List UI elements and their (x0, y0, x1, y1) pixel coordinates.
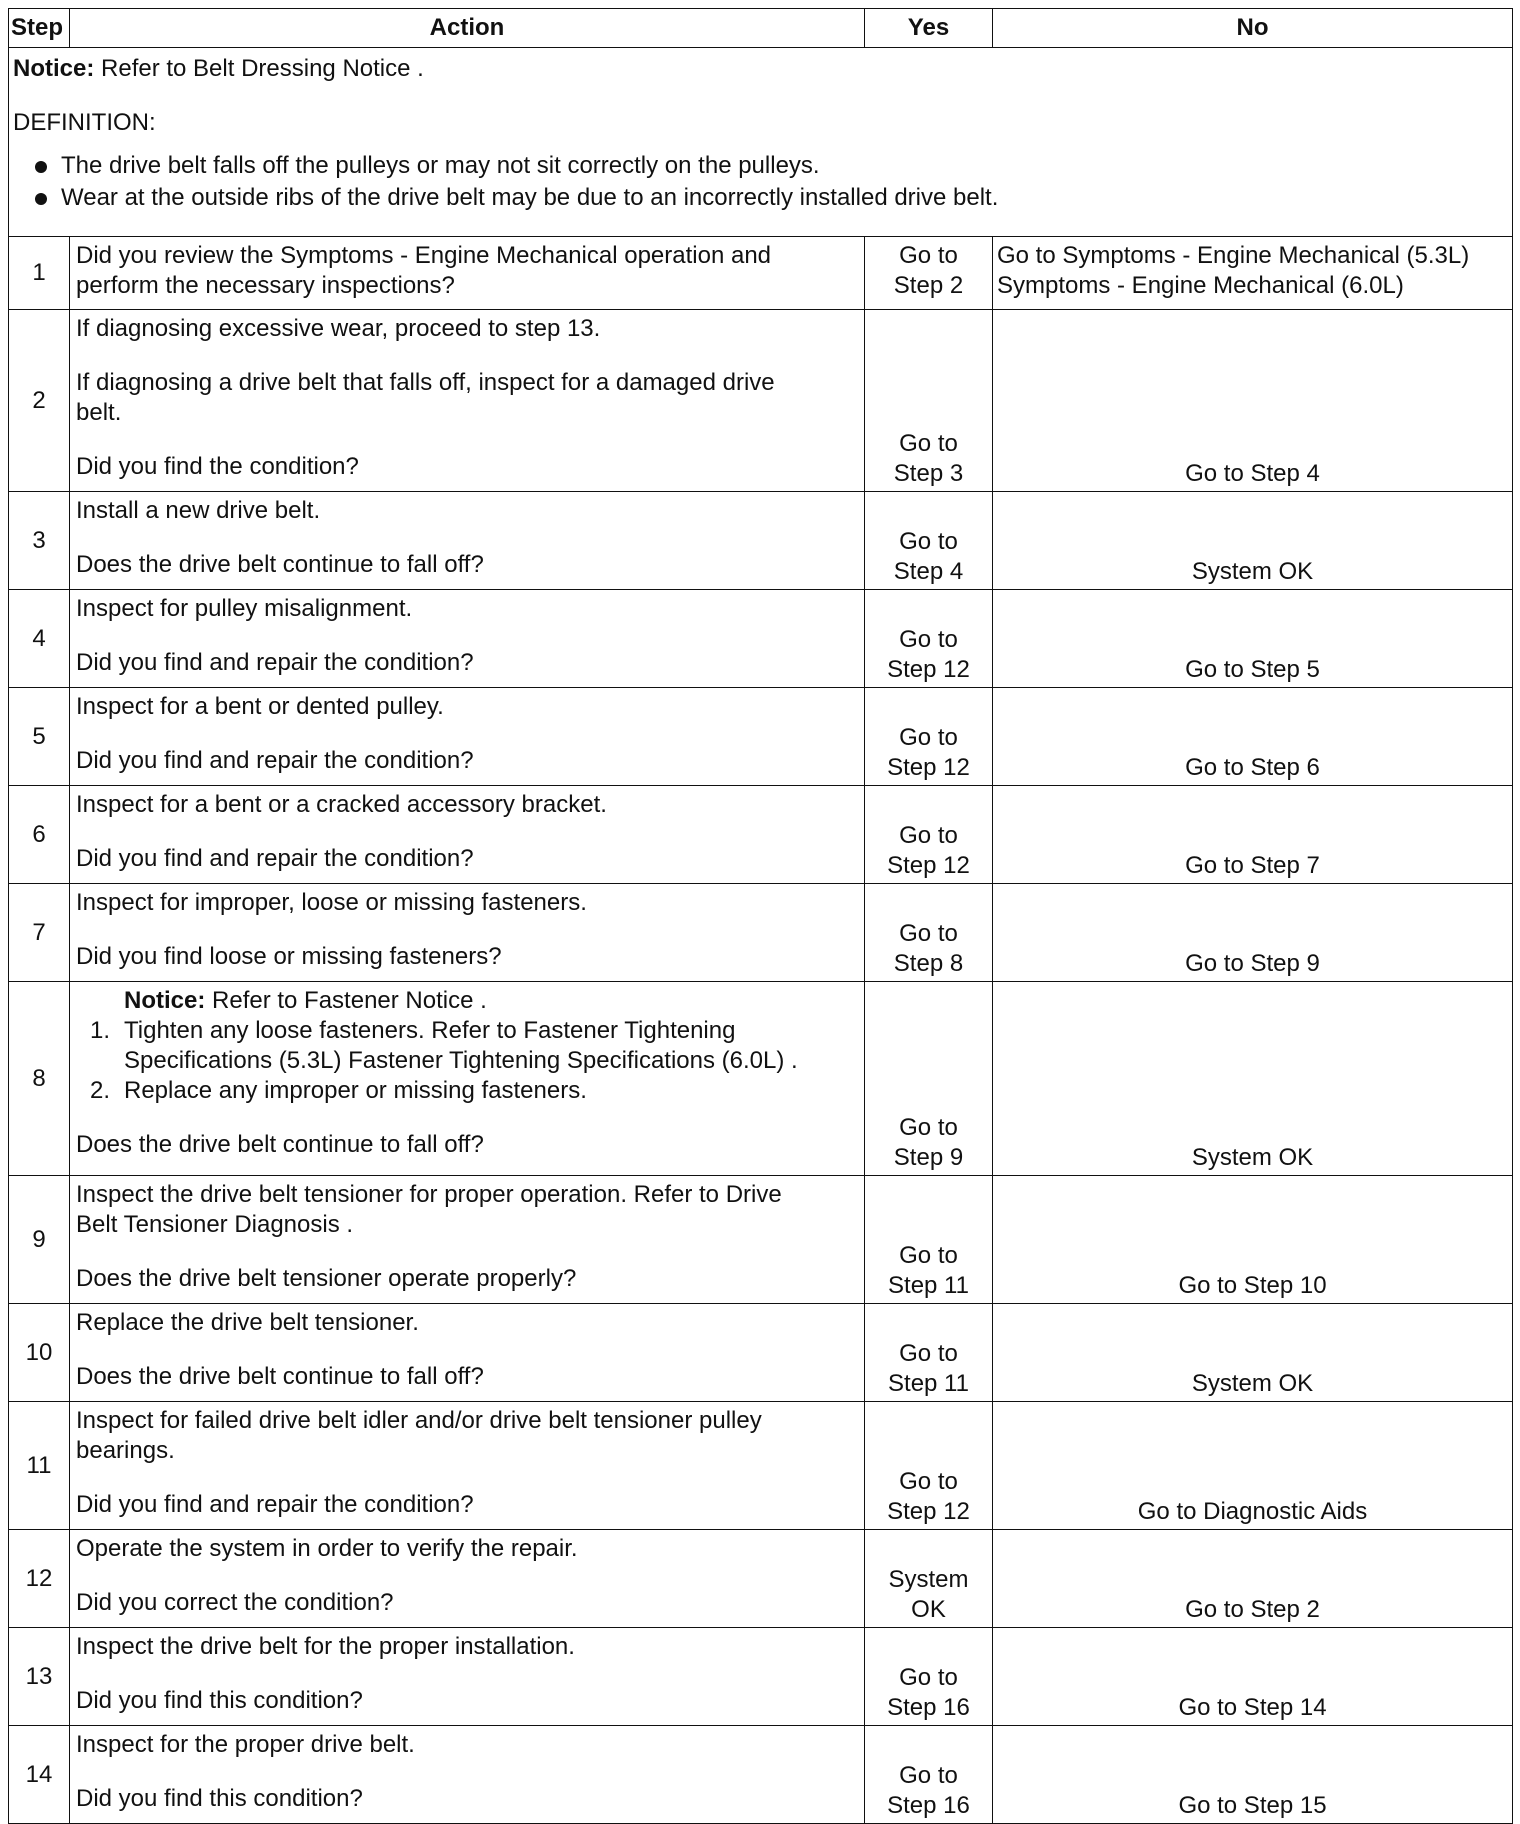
step-number: 14 (9, 1726, 70, 1824)
no-cell: Go to Step 6 (993, 688, 1513, 786)
step8-notice: Notice: Refer to Fastener Notice . (124, 987, 487, 1014)
table-row (9, 1176, 1513, 1304)
no-cell: Go to Diagnostic Aids (993, 1402, 1513, 1530)
no-cell: Go to Step 14 (993, 1628, 1513, 1726)
table-row (9, 1530, 1513, 1628)
action-cell: Replace the drive belt tensioner. Does the drive belt continue to fall off? (70, 1304, 865, 1402)
yes-cell: Go to Step 16 (865, 1726, 993, 1824)
yes-cell: Go to Step 11 (865, 1304, 993, 1402)
yes-cell: Go to Step 16 (865, 1628, 993, 1726)
table-row (9, 590, 1513, 688)
notice-text: Refer to Belt Dressing Notice . (94, 55, 424, 82)
yes-cell: Go to Step 9 (865, 982, 993, 1176)
table-row (9, 786, 1513, 884)
step-number: 9 (9, 1176, 70, 1304)
step-number: 13 (9, 1628, 70, 1726)
yes-cell: Go to Step 12 (865, 688, 993, 786)
yes-cell: Go to Step 12 (865, 590, 993, 688)
yes-cell: Go to Step 12 (865, 786, 993, 884)
table-row (9, 1402, 1513, 1530)
definition-bullet: The drive belt falls off the pulleys or may not sit correctly on the pulleys. (13, 150, 1508, 182)
no-cell: Go to Symptoms - Engine Mechanical (5.3L) Symptoms - Engine Mechanical (6.0L) (993, 237, 1513, 310)
step-number: 5 (9, 688, 70, 786)
ordered-list-item-continued: Specifications (5.3L) Fastener Tightening Specifications (6.0L) . (124, 1047, 798, 1074)
yes-cell: Go to Step 12 (865, 1402, 993, 1530)
table-row (9, 688, 1513, 786)
table-row (9, 310, 1513, 492)
notice-label: Notice: (13, 55, 95, 82)
notice-cell (9, 48, 1513, 237)
step-number: 1 (9, 237, 70, 310)
step-number: 3 (9, 492, 70, 590)
header-row (9, 9, 1513, 48)
step-number: 10 (9, 1304, 70, 1402)
no-cell: System OK (993, 492, 1513, 590)
header-no: No (993, 9, 1513, 48)
bullet-icon (35, 193, 47, 205)
ordered-list-item: 2. Replace any improper or missing fasteners. (90, 1077, 587, 1104)
action-cell: Inspect the drive belt tensioner for proper operation. Refer to Drive Belt Tensioner Diagnosis . Does the drive belt tensioner operate properly? (70, 1176, 865, 1304)
yes-cell: System OK (865, 1530, 993, 1628)
no-cell: Go to Step 5 (993, 590, 1513, 688)
notice-line (13, 54, 1508, 84)
action-cell: Install a new drive belt. Does the drive belt continue to fall off? (70, 492, 865, 590)
no-cell: Go to Step 2 (993, 1530, 1513, 1628)
table-row (9, 982, 1513, 1176)
step-number: 12 (9, 1530, 70, 1628)
yes-cell: Go to Step 2 (865, 237, 993, 310)
ordered-list-item: 1. Tighten any loose fasteners. Refer to Fastener Tightening (90, 1017, 736, 1044)
action-cell: Inspect for the proper drive belt. Did you find this condition? (70, 1726, 865, 1824)
action-cell: Inspect for failed drive belt idler and/or drive belt tensioner pulley bearings. Did you find and repair the condition? (70, 1402, 865, 1530)
action-cell: Inspect for pulley misalignment. Did you find and repair the condition? (70, 590, 865, 688)
yes-cell: Go to Step 8 (865, 884, 993, 982)
definition-bullet: Wear at the outside ribs of the drive belt may be due to an incorrectly installed drive belt. (13, 182, 1508, 214)
yes-cell: Go to Step 3 (865, 310, 993, 492)
notice-row (9, 48, 1513, 237)
action-cell: Operate the system in order to verify the repair. Did you correct the condition? (70, 1530, 865, 1628)
header-step: Step (9, 9, 70, 48)
no-cell: Go to Step 15 (993, 1726, 1513, 1824)
step-number: 8 (9, 982, 70, 1176)
header-action: Action (70, 9, 865, 48)
action-cell: Inspect for improper, loose or missing fasteners. Did you find loose or missing fasteners? (70, 884, 865, 982)
action-cell: Notice: Refer to Fastener Notice . 1. Tighten any loose fasteners. Refer to Fastener Tightening Specifications (5.3L) Fastener Tightening Specifications (6.0L) . 2. Replace any improper or missing fasteners. Does the drive belt continue to fall off? (70, 982, 865, 1176)
header-yes: Yes (865, 9, 993, 48)
bullet-icon (35, 161, 47, 173)
step-number: 6 (9, 786, 70, 884)
action-cell: Inspect for a bent or a cracked accessory bracket. Did you find and repair the condition? (70, 786, 865, 884)
step-number: 7 (9, 884, 70, 982)
no-cell: Go to Step 9 (993, 884, 1513, 982)
table-row (9, 1628, 1513, 1726)
action-cell: Did you review the Symptoms - Engine Mechanical operation and perform the necessary inspections? (70, 237, 865, 310)
action-cell: Inspect the drive belt for the proper installation. Did you find this condition? (70, 1628, 865, 1726)
table-row (9, 492, 1513, 590)
table-row (9, 1304, 1513, 1402)
no-cell: Go to Step 7 (993, 786, 1513, 884)
yes-cell: Go to Step 11 (865, 1176, 993, 1304)
step-number: 2 (9, 310, 70, 492)
yes-cell: Go to Step 4 (865, 492, 993, 590)
definition-bullets (13, 150, 1508, 214)
step-number: 4 (9, 590, 70, 688)
definition-label: DEFINITION: (13, 109, 156, 136)
diagnostic-table (8, 8, 1513, 1824)
table-row (9, 884, 1513, 982)
action-cell: If diagnosing excessive wear, proceed to step 13. If diagnosing a drive belt that falls off, inspect for a damaged drive belt. Did you find the condition? (70, 310, 865, 492)
no-cell: Go to Step 10 (993, 1176, 1513, 1304)
table-row (9, 1726, 1513, 1824)
action-cell: Inspect for a bent or dented pulley. Did you find and repair the condition? (70, 688, 865, 786)
table-row (9, 237, 1513, 310)
no-cell: System OK (993, 1304, 1513, 1402)
step-number: 11 (9, 1402, 70, 1530)
no-cell: Go to Step 4 (993, 310, 1513, 492)
no-cell: System OK (993, 982, 1513, 1176)
